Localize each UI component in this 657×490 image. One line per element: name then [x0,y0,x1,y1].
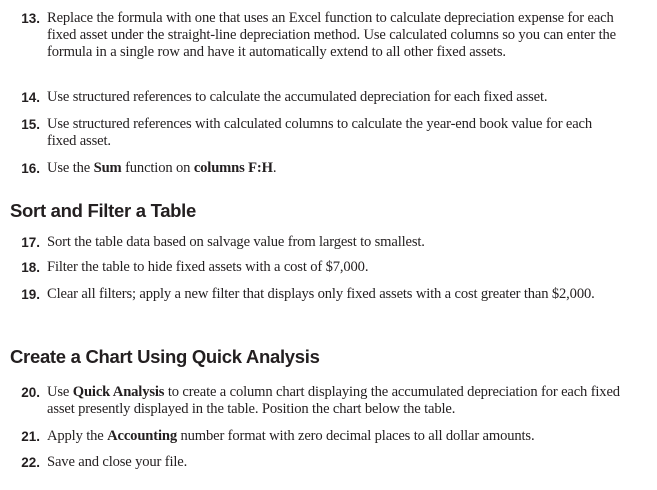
step-22 [0,454,640,471]
step-text [47,259,640,276]
step-number: 14. [21,90,40,105]
text-segment: Sort the table data based on salvage value from largest to smallest. [47,234,425,250]
step-number: 21. [21,429,40,444]
text-segment: Filter the table to hide fixed assets with a cost of $7,000. [47,259,369,275]
text-segment: to create a column chart displaying the accumulated depreciation for each fixed asset presently displayed in the table. Position the chart below the table. [47,384,620,417]
text-segment: number format with zero decimal places to all dollar amounts. [176,428,535,444]
step-text [47,384,632,418]
step-text [47,286,617,303]
step-15 [0,116,640,150]
step-20 [0,384,640,418]
section-heading: Create a Chart Using Quick Analysis [10,346,320,367]
text-segment: Save and close your file. [47,454,188,470]
step-number: 13. [21,11,40,26]
step-18 [0,259,640,276]
step-13 [0,10,640,61]
step-17 [0,234,640,251]
step-19 [0,286,640,303]
text-segment: Replace the formula with one that uses an Excel function to calculate depreciation expense for each fixed asset under the straight-line depreciation method. Use calculated columns so you can enter the formula in a single row and have it automatically extend to all other fixed assets. [47,10,616,60]
bold-segment: Sum [93,160,122,176]
text-segment: Clear all filters; apply a new filter that displays only fixed assets with a cost greater than $2,000. [47,286,595,302]
step-text [47,89,640,106]
step-number: 18. [21,260,40,275]
step-text [47,116,617,150]
step-text [47,160,640,177]
step-number: 16. [21,161,40,176]
step-text [47,428,640,445]
step-text [47,454,640,471]
bold-segment: Accounting [107,428,177,444]
bold-segment: columns F:H [193,160,273,176]
text-segment: Use [47,384,73,400]
step-number: 17. [21,235,40,250]
bold-segment: Quick Analysis [72,384,165,400]
text-segment: Use structured references with calculated columns to calculate the year-end book value for each fixed asset. [47,116,593,149]
step-number: 19. [21,287,40,302]
step-number: 20. [21,385,40,400]
text-segment: function on [121,160,194,176]
step-text [47,10,640,61]
step-number: 15. [21,117,40,132]
step-21 [0,428,640,445]
section-heading: Sort and Filter a Table [10,200,197,221]
step-14 [0,89,640,106]
step-number: 22. [21,455,40,470]
text-segment: Apply the [47,428,108,444]
text-segment: . [272,160,277,176]
text-segment: Use the [47,160,94,176]
text-segment: Use structured references to calculate the accumulated depreciation for each fixed asset. [47,89,548,105]
step-16 [0,160,640,177]
step-text [47,234,640,251]
